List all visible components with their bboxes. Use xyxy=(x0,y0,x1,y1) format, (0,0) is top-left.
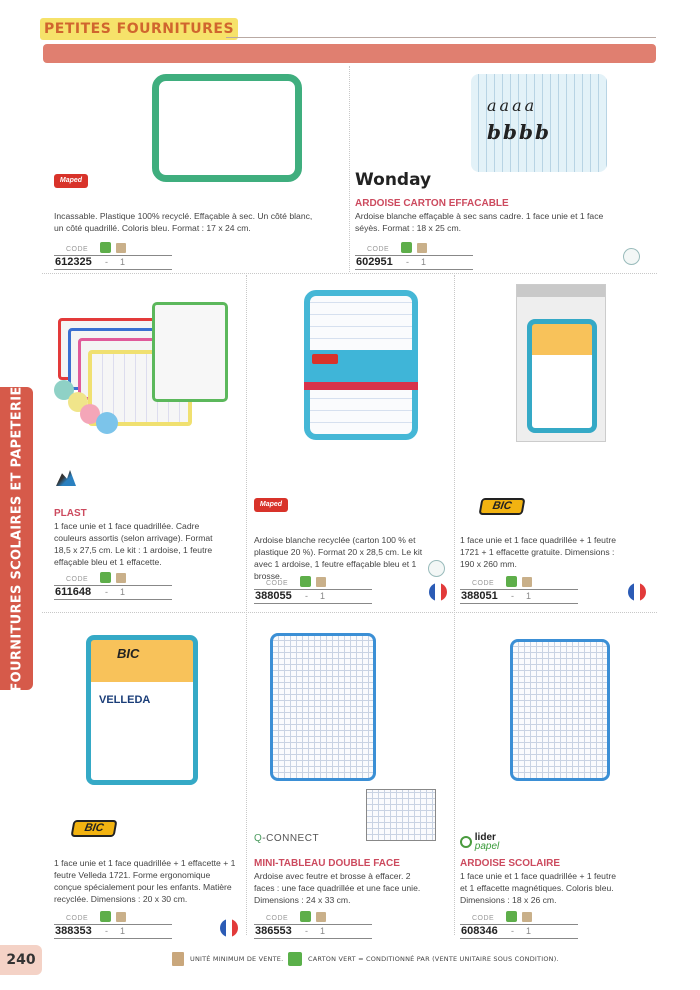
lider-papel-logo xyxy=(460,833,499,851)
france-flag-icon xyxy=(628,583,646,601)
plast-logo xyxy=(56,470,76,486)
product-code[interactable]: 386553 xyxy=(255,925,292,937)
green-carton-icon xyxy=(506,576,517,587)
maped-logo: Maped xyxy=(54,174,88,188)
product-card-388353[interactable] xyxy=(42,615,244,945)
product-card-388051[interactable] xyxy=(456,276,658,610)
unit-box-icon xyxy=(116,912,126,922)
code-separator: - xyxy=(511,591,514,601)
product-card-612325[interactable] xyxy=(42,66,347,271)
green-carton-icon xyxy=(300,576,311,587)
code-label: CODE xyxy=(472,915,495,922)
code-label: CODE xyxy=(266,915,289,922)
page-number: 240 xyxy=(0,945,42,975)
wonday-logo: Wonday xyxy=(355,170,432,190)
france-flag-icon xyxy=(220,919,238,937)
code-label: CODE xyxy=(66,576,89,583)
product-code[interactable]: 388353 xyxy=(55,925,92,937)
product-code[interactable]: 602951 xyxy=(356,256,393,268)
rule xyxy=(54,269,172,270)
seyes-sample-a: aaaa xyxy=(487,96,538,115)
code-label: CODE xyxy=(66,915,89,922)
product-code[interactable]: 608346 xyxy=(461,925,498,937)
seyes-sample-b: bbbb xyxy=(487,120,551,144)
bic-logo: BIC xyxy=(479,498,526,515)
product-description: 1 face unie et 1 face quadrillée. Cadre couleurs assortis (selon arrivage). Format 18,5 x 27,5 cm. Le kit : 1 ardoise, 1 feutre effaçable bleu et 1 effacette. xyxy=(54,521,213,567)
code-separator: - xyxy=(305,591,308,601)
product-qty: 1 xyxy=(526,926,532,936)
code-label: CODE xyxy=(367,246,390,253)
product-qty: 1 xyxy=(320,591,326,601)
code-separator: - xyxy=(105,587,108,597)
product-image xyxy=(52,294,232,432)
product-image xyxy=(510,639,610,781)
unit-box-icon xyxy=(316,912,326,922)
product-card-386553[interactable] xyxy=(248,615,452,945)
divider xyxy=(454,275,455,935)
green-carton-icon xyxy=(100,242,111,253)
green-carton-icon xyxy=(288,952,302,966)
green-carton-icon xyxy=(401,242,412,253)
product-code[interactable]: 611648 xyxy=(55,586,92,598)
category-side-tab[interactable] xyxy=(0,387,33,690)
rule xyxy=(460,603,578,604)
product-qty: 1 xyxy=(320,926,326,936)
product-code[interactable]: 388055 xyxy=(255,590,292,602)
green-carton-icon xyxy=(100,572,111,583)
green-carton-icon xyxy=(300,911,311,922)
product-card-611648[interactable] xyxy=(42,276,244,610)
code-separator: - xyxy=(511,926,514,936)
product-title: ARDOISE CARTON EFFACABLE xyxy=(355,198,509,209)
product-description: Ardoise avec feutre et brosse à effacer. 2 faces : une face quadrillée et une face unie. Dimensions : 24 x 33 cm. xyxy=(254,871,421,905)
velleda-pack-logo: VELLEDA xyxy=(99,694,151,706)
product-description: 1 face unie et 1 face quadrillée + 1 feutre et 1 effacette magnétiques. Coloris bleu. Dimensions : 18 x 26 cm. xyxy=(460,871,616,905)
q-connect-logo-q: Q xyxy=(254,833,263,844)
product-description: 1 face unie et 1 face quadrillée + 1 feutre 1721 + 1 effacette gratuite. Dimensions : 190 x 260 mm. xyxy=(460,535,616,569)
product-image xyxy=(471,74,607,172)
unit-box-icon xyxy=(116,573,126,583)
product-description: Incassable. Plastique 100% recyclé. Effaçable à sec. Un côté blanc, un côté quadrillé. Coloris bleu. Format : 17 x 24 cm. xyxy=(54,211,313,233)
lider-papel-mark-icon xyxy=(460,836,472,848)
product-qty: 1 xyxy=(120,926,126,936)
product-card-388055[interactable] xyxy=(248,276,452,610)
product-qty: 1 xyxy=(421,257,427,267)
rule xyxy=(460,938,578,939)
header-rule xyxy=(226,37,656,38)
section-title: PETITES FOURNITURES xyxy=(40,18,238,40)
product-image xyxy=(152,74,302,182)
code-separator: - xyxy=(105,257,108,267)
bic-pack-logo: BIC xyxy=(117,646,140,661)
legend-unit-min: UNITÉ MINIMUM DE VENTE. xyxy=(190,955,284,963)
product-image xyxy=(86,635,198,785)
product-code[interactable]: 612325 xyxy=(55,256,92,268)
unit-box-icon xyxy=(172,952,184,966)
product-image xyxy=(516,284,606,442)
lider-text: lider xyxy=(474,832,496,843)
rule xyxy=(254,603,372,604)
maped-logo: Maped xyxy=(254,498,288,512)
q-connect-logo-text: -CONNECT xyxy=(262,833,320,844)
product-description: 1 face unie et 1 face quadrillée + 1 effacette + 1 feutre Velleda 1721. Forme ergonomique conçue spécialement pour les enfants. Matière recyclée. Dimensions : 20 x 30 cm. xyxy=(54,858,236,904)
q-connect-logo xyxy=(254,833,319,844)
code-label: CODE xyxy=(66,246,89,253)
product-code[interactable]: 388051 xyxy=(461,590,498,602)
product-title: MINI-TABLEAU DOUBLE FACE xyxy=(254,858,400,869)
product-card-602951[interactable] xyxy=(351,66,657,271)
rule xyxy=(54,938,172,939)
unit-box-icon xyxy=(417,243,427,253)
product-qty: 1 xyxy=(120,587,126,597)
product-qty: 1 xyxy=(526,591,532,601)
product-qty: 1 xyxy=(120,257,126,267)
unit-box-icon xyxy=(316,577,326,587)
divider xyxy=(42,273,657,274)
green-carton-icon xyxy=(100,911,111,922)
divider xyxy=(246,275,247,935)
eco-label-icon xyxy=(428,560,445,577)
product-card-608346[interactable] xyxy=(456,615,658,945)
rule xyxy=(355,269,473,270)
eco-label-icon xyxy=(623,248,640,265)
code-separator: - xyxy=(305,926,308,936)
product-image-detail xyxy=(366,789,436,841)
legend-green-carton: CARTON VERT = CONDITIONNÉ PAR (VENTE UNITAIRE SOUS CONDITION). xyxy=(308,955,559,963)
unit-box-icon xyxy=(522,577,532,587)
unit-box-icon xyxy=(522,912,532,922)
france-flag-icon xyxy=(429,583,447,601)
product-title: ARDOISE SCOLAIRE xyxy=(460,858,561,869)
code-label: CODE xyxy=(266,580,289,587)
divider xyxy=(42,612,657,613)
papel-text: papel xyxy=(474,841,500,852)
product-image xyxy=(304,290,418,440)
code-label: CODE xyxy=(472,580,495,587)
code-separator: - xyxy=(406,257,409,267)
green-carton-icon xyxy=(506,911,517,922)
product-title: PLAST xyxy=(54,508,87,519)
bic-logo: BIC xyxy=(71,820,118,837)
divider xyxy=(349,66,350,272)
product-description: Ardoise blanche effaçable à sec sans cadre. 1 face unie et 1 face séyès. Format : 18 x 25 cm. xyxy=(355,211,604,233)
category-label: FOURNITURES SCOLAIRES ET PAPETERIE xyxy=(9,385,24,692)
rule xyxy=(254,938,372,939)
code-separator: - xyxy=(105,926,108,936)
product-image xyxy=(270,633,376,781)
product-description: Ardoise blanche recyclée (carton 100 % et plastique 20 %). Format 20 x 28,5 cm. Le kit avec 1 ardoise, 1 feutre effaçable bleu et 1 brosse. xyxy=(254,535,423,581)
header-band xyxy=(43,44,656,63)
unit-box-icon xyxy=(116,243,126,253)
rule xyxy=(54,599,172,600)
